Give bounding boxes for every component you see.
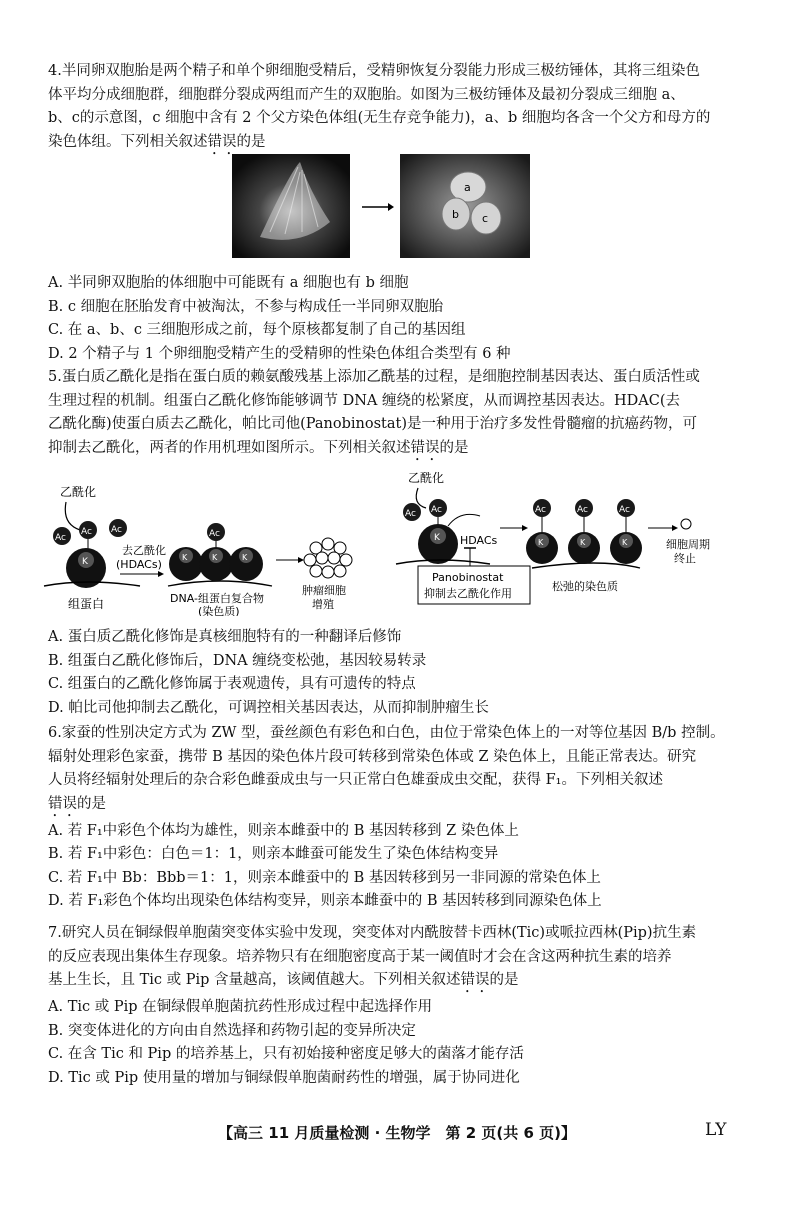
k-label: K [434,533,440,543]
q6-stem-line [48,793,748,820]
q4-stem-text: 染色体组。下列相关叙述 [48,133,208,150]
q6-stem-line: 6.家蚕的性别决定方式为 ZW 型，蚕丝颜色有彩色和白色，由位于常染色体上的一对等位基因 B/b 控制。 [48,725,725,741]
q6-option-b[interactable]: B. 若 F₁中彩色：白色＝1：1，则亲本雌蚕可能发生了染色体结构变异 [48,846,499,862]
label-inhibit-deacetylation: 抑制去乙酰化作用 [424,587,512,600]
q7-option-d[interactable]: D. Tic 或 Pip 使用量的增加与铜绿假单胞菌耐药性的增强，属于协同进化 [48,1069,520,1086]
q5-stem-text: 的是 [439,439,469,456]
dna-strand [168,581,272,586]
ac-label: Ac [405,509,416,519]
ac-label: Ac [111,525,122,535]
label-hdacs-right: HDACs [460,534,498,547]
label-complex: DNA-组蛋白复合物 [170,592,264,605]
q7-option-b[interactable]: B. 突变体进化的方向由自然选择和药物引起的变异所决定 [48,1022,416,1039]
ac-label: Ac [535,505,546,515]
question-6 [48,722,748,914]
q7-option-c[interactable]: C. 在含 Tic 和 Pip 的培养基上，只有初始接种密度足够大的菌落才能存活 [48,1046,524,1062]
q4-stem-line: 体平均分成细胞群，细胞群分裂成两组而产生的双胞胎。如图为三极纺锤体及最初分裂成三细胞 a、 [48,86,685,103]
q6-stem-text: 的是 [77,795,106,812]
k-label: K [242,553,248,562]
arrow-head [158,571,164,577]
k-label: K [538,538,544,547]
q5-option-c[interactable]: C. 组蛋白的乙酰化修饰属于表观遗传，具有可遗传的特点 [48,676,416,692]
q6-option-c[interactable]: C. 若 F₁中 Bb：Bbb＝1：1，则亲本雌蚕中的 B 基因转移到另一非同源的常染色体上 [48,869,601,886]
k-label: K [82,557,88,567]
label-cell-cycle: 细胞周期 [666,538,710,551]
q5-mechanism-diagram [40,468,760,616]
q4-option-c[interactable]: C. 在 a、b、c 三细胞形成之前，每个原核都复制了自己的基因组 [48,322,466,338]
ac-label: Ac [55,533,66,543]
cell-label-a: a [464,181,471,194]
q4-stem-line: 4.半同卵双胞胎是两个精子和单个卵细胞受精后，受精卵恢复分裂能力形成三极纺锤体，其将三组染色 [48,63,700,79]
label-tumor: 肿瘤细胞 [302,584,346,597]
k-label: K [622,538,628,547]
q7-option-a[interactable]: A. Tic 或 Pip 在铜绿假单胞菌抗药性形成过程中起选择作用 [48,999,433,1015]
q4-figure [230,152,540,262]
q7-stem-line: 的反应表现出集体生存现象。培养物只有在细胞密度高于某一阈值时才会在含这两种抗生素的培养 [48,948,672,965]
arrow-head [672,525,678,531]
q6-stem-line: 辐射处理彩色家蚕，携带 B 基因的染色体片段可转移到常染色体或 Z 染色体上，且能正常表达。研究 [48,748,697,765]
q4-stem-line: b、c的示意图，c 细胞中含有 2 个父方染色体组(无生存竞争能力)，a、b 细胞均各含一个父方和母方的 [48,110,711,126]
q5-stem-line [48,437,748,464]
ac-label: Ac [81,527,92,537]
label-deacetylation: 去乙酰化 [122,544,166,557]
q7-stem-line [48,969,748,996]
acetylation-arrow [65,502,80,530]
ac-label: Ac [577,505,588,515]
label-histone: 组蛋白 [68,597,105,611]
arrested-cell [681,519,691,529]
acetylation-arrow [416,488,426,508]
q5-option-b[interactable]: B. 组蛋白乙酰化修饰后，DNA 缠绕变松弛，基因较易转录 [48,652,427,669]
label-loose-chromatin: 松弛的染色质 [552,580,618,593]
q6-option-a[interactable]: A. 若 F₁中彩色个体均为雄性，则亲本雌蚕中的 B 基因转移到 Z 染色体上 [48,822,519,839]
hdacs-arrow [448,514,480,526]
q7-stem-text: 的是 [489,972,519,988]
q4-stem-text: 的是 [236,133,266,150]
emphasis-word: 错误 [207,133,237,150]
question-4 [48,60,748,158]
k-label: K [580,538,586,547]
q5-option-d[interactable]: D. 帕比司他抑制去乙酰化，可调控相关基因表达，从而抑制肿瘤生长 [48,699,489,716]
arrow-head [522,525,528,531]
q5-stem-text: 抑制去乙酰化，两者的作用机理如图所示。下列相关叙述 [48,439,411,456]
ac-label: Ac [431,505,442,515]
label-acetylation-right: 乙酰化 [408,471,445,485]
page-footer: 【高三 11 月质量检测 · 生物学 第 2 页(共 6 页)】 [218,1124,576,1142]
question-5 [48,366,748,464]
label-hdacs-left: (HDACs) [116,558,162,571]
q5-options [48,626,748,720]
q5-option-a[interactable]: A. 蛋白质乙酰化修饰是真核细胞特有的一种翻译后修饰 [48,629,402,645]
emphasis-word: 错误 [410,439,440,456]
q6-stem-line: 人员将经辐射处理后的杂合彩色雌蚕成虫与一只正常白色雄蚕成虫交配，获得 F₁。下列相关叙述 [48,772,663,788]
label-proliferation: 增殖 [312,598,334,611]
emphasis-word: 错误 [48,795,77,812]
q7-stem-line: 7.研究人员在铜绿假单胞菌突变体实验中发现，突变体对内酰胺替卡西林(Tic)或哌拉西林(Pip)抗生素 [48,925,697,941]
exam-code: LY [705,1120,727,1140]
k-label: K [182,553,188,562]
cell-label-c: c [482,212,489,225]
q4-options [48,272,748,366]
q6-option-d[interactable]: D. 若 F₁彩色个体均出现染色体结构变异，则亲本雌蚕中的 B 基因转移到同源染色体上 [48,893,602,909]
q5-stem-line: 生理过程的机制。组蛋白乙酰化修饰能够调节 DNA 缠绕的松紧度，从而调控基因表达。HDAC(去 [48,392,680,409]
label-arrest: 终止 [674,552,696,565]
emphasis-word: 错误 [460,972,490,988]
q5-stem-line: 5.蛋白质乙酰化是指在蛋白质的赖氨酸残基上添加乙酰基的过程，是细胞控制基因表达、蛋白质活性或 [48,369,700,385]
q4-option-b[interactable]: B. c 细胞在胚胎发育中被淘汰，不参与构成任一半同卵双胞胎 [48,298,444,315]
q5-stem-line: 乙酰化酶)使蛋白质去乙酰化，帕比司他(Panobinostat)是一种用于治疗多发性骨髓瘤的抗癌药物，可 [48,416,698,432]
label-chromatin: (染色质) [198,605,240,616]
ac-label: Ac [619,505,630,515]
q7-stem-text: 基上生长，且 Tic 或 Pip 含量越高，该阈值越大。下列相关叙述 [48,972,461,988]
q4-option-a[interactable]: A. 半同卵双胞胎的体细胞中可能既有 a 细胞也有 b 细胞 [48,275,409,291]
arrow-head [298,557,304,563]
k-label: K [212,553,218,562]
tumor-cell-cluster [304,538,352,578]
label-panobinostat: Panobinostat [432,571,504,584]
ac-label: Ac [209,529,220,539]
arrow-head [388,203,394,211]
q4-option-d[interactable]: D. 2 个精子与 1 个卵细胞受精产生的受精卵的性染色体组合类型有 6 种 [48,345,511,362]
question-7 [48,922,748,1090]
label-acetylation-left: 乙酰化 [60,485,97,499]
cell-label-b: b [452,208,459,221]
